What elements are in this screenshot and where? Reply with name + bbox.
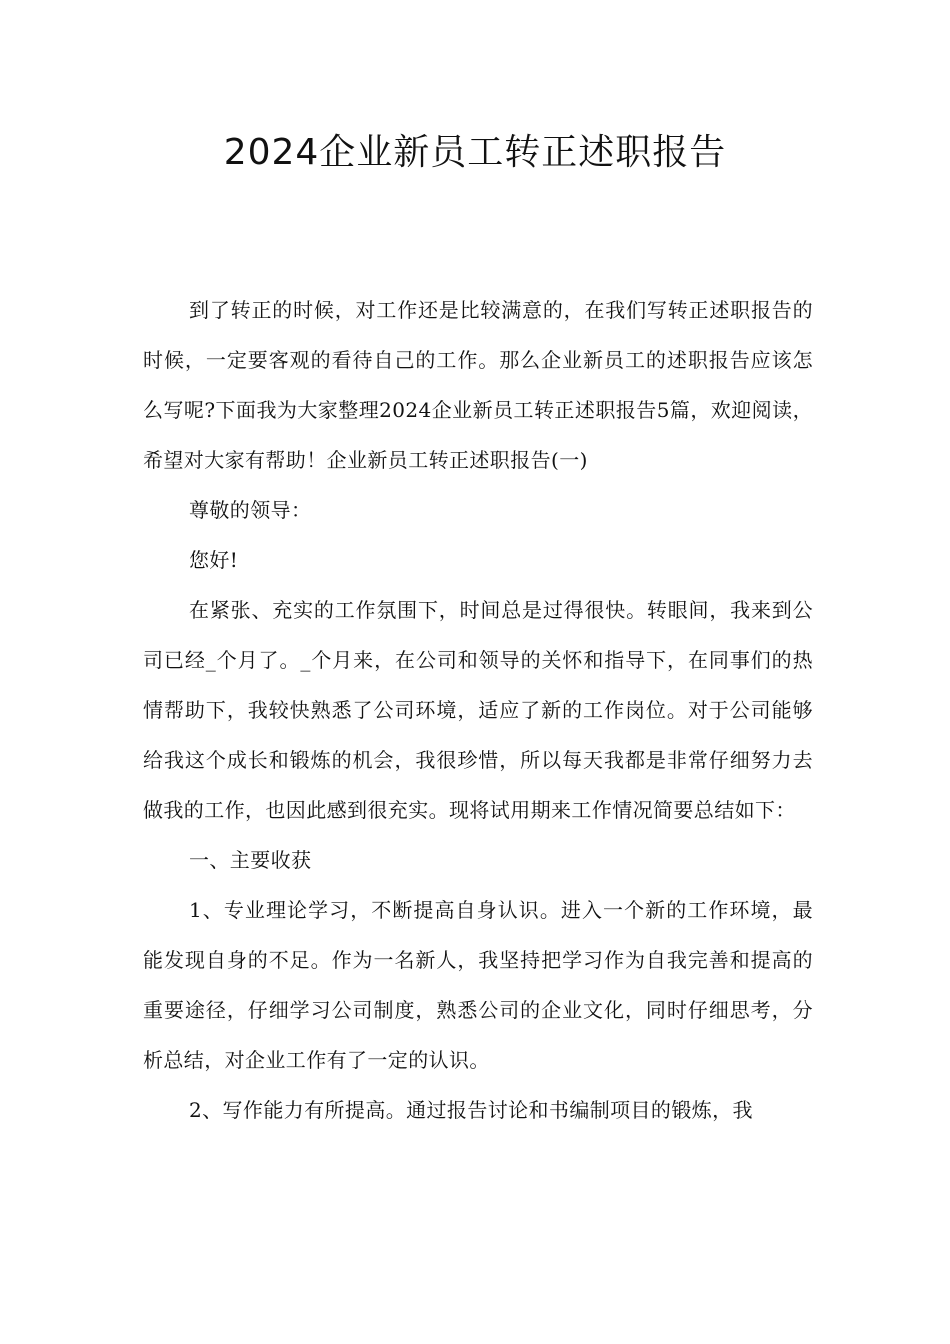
document-title: 2024企业新员工转正述职报告: [223, 132, 727, 173]
section-heading: 一、主要收获: [189, 848, 312, 872]
salutation: 尊敬的领导：: [189, 498, 312, 522]
intro-paragraph: 到了转正的时候，对工作还是比较满意的，在我们写转正述职报告的时候，一定要客观的看待自己的工作。那么企业新员工的述职报告应该怎么写呢?下面我为大家整理2024企业新员工转正述职报告5篇，欢迎阅读，希望对大家有帮助！企业新员工转正述职报告(一): [143, 298, 813, 472]
list-item: 1、专业理论学习，不断提高自身认识。进入一个新的工作环境，最能发现自身的不足。作为一名新人，我坚持把学习作为自我完善和提高的重要途径，仔细学习公司制度，熟悉公司的企业文化，同时仔细思考，分析总结，对企业工作有了一定的认识。: [143, 898, 813, 1072]
greeting: 您好!: [189, 548, 239, 572]
list-item: 2、写作能力有所提高。通过报告讨论和书编制项目的锻炼，我: [189, 1098, 753, 1122]
document-body: [143, 285, 813, 1135]
body-paragraph: 在紧张、充实的工作氛围下，时间总是过得很快。转眼间，我来到公司已经_个月了。_个月来，在公司和领导的关怀和指导下，在同事们的热情帮助下，我较快熟悉了公司环境，适应了新的工作岗位。对于公司能够给我这个成长和锻炼的机会，我很珍惜，所以每天我都是非常仔细努力去做我的工作，也因此感到很充实。现将试用期来工作情况简要总结如下：: [143, 598, 813, 822]
